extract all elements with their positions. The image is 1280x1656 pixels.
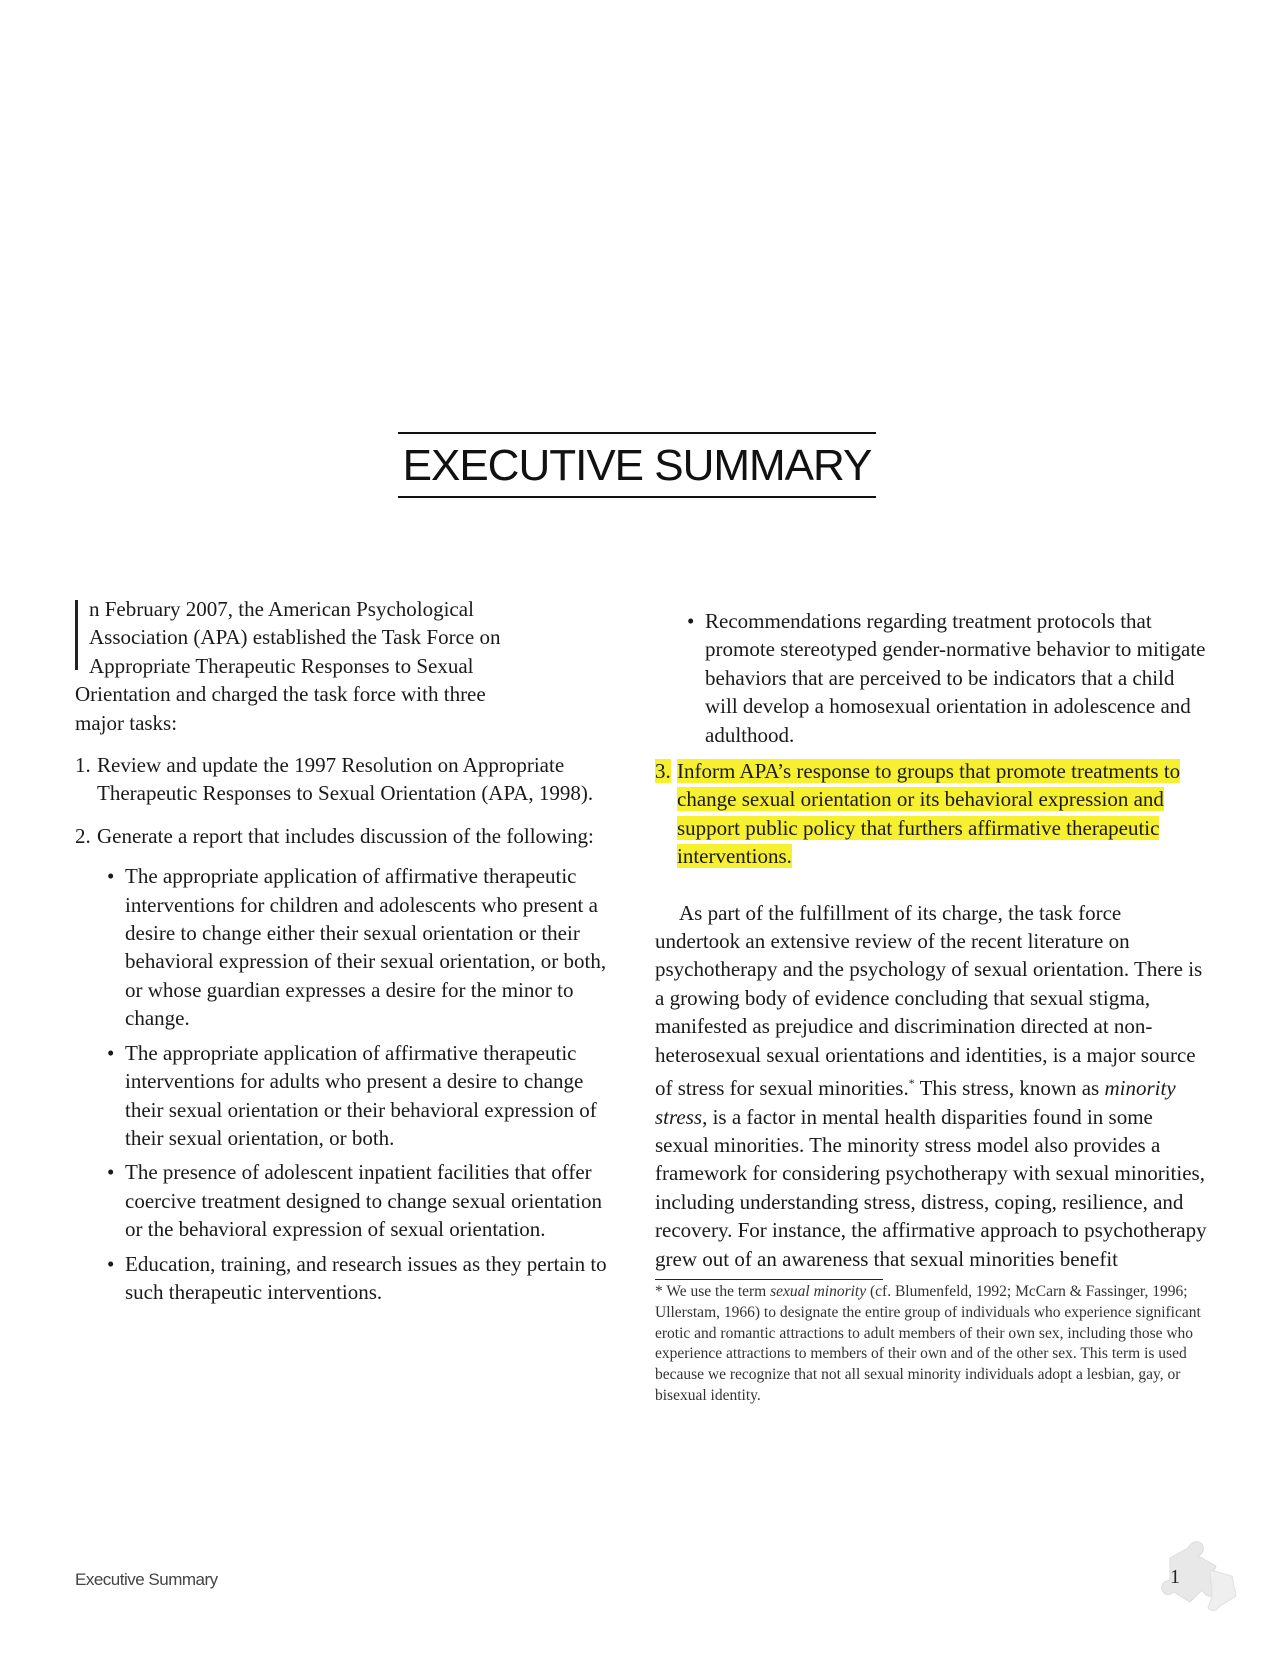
text-run: , is a factor in mental health disparities found in some sexual minorities. The minority stress model also provides a framework for considering psychotherapy with sexual minorities, including understanding stress, distress, coping, resilience, and recovery. For instance, the affirmative approach to psychotherapy grew out of an awareness that sexual minorities benefit (655, 1104, 1207, 1271)
task-item-3 (655, 757, 1210, 871)
highlight: 3. (655, 759, 671, 784)
text-run: * We use the term (655, 1282, 771, 1300)
task-item-2 (75, 822, 620, 850)
list-item-text: The presence of adolescent inpatient facilities that offer coercive treatment designed to change sexual orientation or the behavioral expression of sexual orientation. (125, 1160, 602, 1242)
drop-cap-i (75, 600, 78, 670)
left-column (75, 595, 620, 1312)
bullet-icon: • (107, 1160, 115, 1185)
task-text: Generate a report that includes discussion of the following: (97, 823, 594, 848)
bullet-icon: • (107, 1040, 115, 1065)
footnote (655, 1282, 1210, 1407)
list-item-text: The appropriate application of affirmative therapeutic interventions for children and adolescents who present a desire to change either their sexual orientation or their behavioral expression of their sexual orientation, or both, or whose guardian expresses a desire for the minor to change. (125, 864, 607, 1031)
body-paragraph (655, 899, 1210, 1273)
task-number: 1. (75, 753, 91, 778)
task-text: Review and update the 1997 Resolution on Appropriate Therapeutic Responses to Sexual Orientation (APA, 1998). (97, 753, 594, 806)
list-item-text: The appropriate application of affirmative therapeutic interventions for adults who present a desire to change their sexual orientation or their behavioral expression of their sexual orientation, or both. (125, 1040, 597, 1150)
list-item (105, 1250, 620, 1307)
title-block (398, 432, 876, 498)
intro-line: Orientation and charged the task force with three (75, 682, 486, 707)
text-run: This stress, known as (914, 1076, 1105, 1101)
intro-line: Association (APA) established the Task Force on (89, 625, 501, 650)
task-text (677, 757, 1210, 871)
puzzle-logo-icon (1150, 1530, 1250, 1620)
bullet-icon: • (107, 1251, 115, 1276)
text-run: As part of the fulfillment of its charge, the task force undertook an extensive review of the recent literature on psychotherapy and the psychology of sexual orientation. There is a growing body of evidence concluding that sexual stigma, manifested as prejudice and discrimination directed at non-heterosexual sexual orientations and identities, is a major source of stress for sexual minorities. (655, 900, 1203, 1101)
intro-paragraph (75, 595, 620, 737)
footnote-marker: * (908, 1076, 915, 1091)
list-item (685, 607, 1210, 749)
list-item (105, 862, 620, 1032)
task-number (655, 757, 677, 871)
task-item-1 (75, 751, 620, 808)
bullet-icon: • (107, 864, 115, 889)
list-item (105, 1039, 620, 1153)
text-run: (cf. Blumenfeld, 1992; McCarn & Fassinger, 1996; Ullerstam, 1966) to designate the entire group of individuals who experience significant erotic and romantic attractions to adult members of their own sex, including those who experience attractions to members of their own and of the other sex. This term is used because we recognize that not all sexual minority individuals adopt a lesbian, gay, or bisexual identity. (655, 1282, 1201, 1404)
footnote-divider (655, 1279, 883, 1280)
intro-line: major tasks: (75, 710, 178, 735)
list-item-text: Recommendations regarding treatment protocols that promote stereotyped gender-normative behavior to mitigate behaviors that are perceived to be indicators that a child will develop a homosexual orientation in adolescence and adulthood. (705, 609, 1206, 747)
intro-line: Appropriate Therapeutic Responses to Sexual (89, 653, 474, 678)
task-number: 2. (75, 823, 91, 848)
emphasis-text: sexual minority (770, 1282, 867, 1300)
list-item-text: Education, training, and research issues as they pertain to such therapeutic interventions. (125, 1251, 607, 1304)
footer-label: Executive Summary (75, 1570, 218, 1589)
right-column (655, 595, 1210, 1407)
list-item (105, 1158, 620, 1243)
bullet-list (655, 607, 1210, 749)
intro-line: n February 2007, the American Psychological (89, 597, 474, 621)
bullet-list (75, 862, 620, 1306)
page-title: EXECUTIVE SUMMARY (402, 441, 872, 490)
highlighted-text: Inform APA’s response to groups that promote treatments to change sexual orientation or its behavioral expression and support public policy that furthers affirmative therapeutic interventions. (677, 759, 1181, 869)
emphasis-text: minority stress (655, 1076, 1176, 1129)
bullet-icon: • (687, 609, 695, 633)
page-number: 1 (1170, 1566, 1180, 1588)
